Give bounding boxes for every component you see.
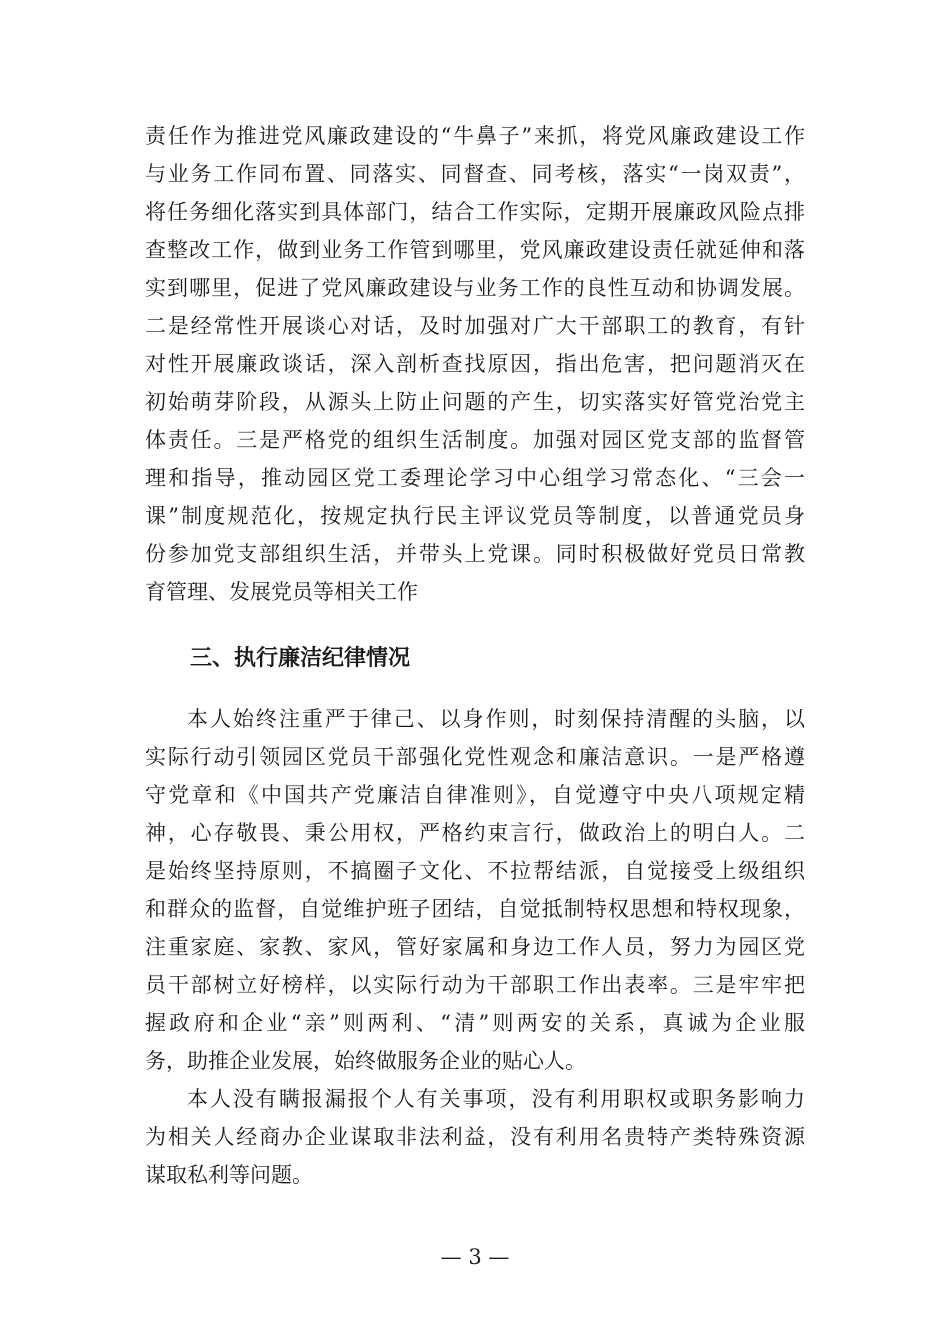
paragraph-responsibility [145, 117, 805, 611]
text-line: 注重家庭、家教、家风，管好家属和身边工作人员，努力为园区党 [145, 935, 805, 959]
text-line: 二是经常性开展谈心对话，及时加强对广大干部职工的教育，有针 [145, 314, 805, 338]
text-line: 实到哪里，促进了党风廉政建设与业务工作的良性互动和协调发展。 [145, 276, 805, 300]
text-line: 与业务工作同布置、同落实、同督查、同考核，落实“一岗双责”， [145, 162, 805, 186]
text-line: 握政府和企业“亲”则两利、“清”则两安的关系，真诚为企业服 [145, 1011, 805, 1035]
text-line: 将任务细化落实到具体部门，结合工作实际，定期开展廉政风险点排 [145, 200, 805, 224]
paragraph-declaration [145, 1080, 805, 1194]
text-line: 守党章和《中国共产党廉洁自律准则》，自觉遵守中央八项规定精 [145, 783, 805, 807]
text-line: 和群众的监督，自觉维护班子团结，自觉抵制特权思想和特权现象， [145, 897, 805, 921]
section-heading: 三、执行廉洁纪律情况 [190, 646, 411, 671]
text-line: 务，助推企业发展，始终做服务企业的贴心人。 [145, 1049, 586, 1073]
text-line: 份参加党支部组织生活，并带头上党课。同时积极做好党员日常教 [145, 542, 805, 566]
text-line: 课”制度规范化，按规定执行民主评议党员等制度，以普通党员身 [145, 504, 805, 528]
page-number: — 3 — [440, 1245, 510, 1269]
paragraph-integrity [145, 700, 805, 1080]
text-line: 查整改工作，做到业务工作管到哪里，党风廉政建设责任就延伸和落 [145, 238, 805, 262]
text-line: 本人没有瞒报漏报个人有关事项，没有利用职权或职务影响力 [187, 1087, 805, 1111]
text-line: 责任作为推进党风廉政建设的“牛鼻子”来抓，将党风廉政建设工作 [145, 124, 805, 148]
text-line: 理和指导，推动园区党工委理论学习中心组学习常态化、“三会一 [145, 466, 805, 490]
text-line: 谋取私利等问题。 [145, 1163, 313, 1187]
text-line: 为相关人经商办企业谋取非法利益，没有利用名贵特产类特殊资源 [145, 1125, 805, 1149]
text-line: 是始终坚持原则，不搞圈子文化、不拉帮结派，自觉接受上级组织 [145, 859, 805, 883]
text-line: 育管理、发展党员等相关工作 [145, 580, 418, 604]
text-line: 员干部树立好榜样，以实际行动为干部职工作出表率。三是牢牢把 [145, 973, 805, 997]
text-line: 实际行动引领园区党员干部强化党性观念和廉洁意识。一是严格遵 [145, 745, 805, 769]
text-line: 神，心存敬畏、秉公用权，严格约束言行，做政治上的明白人。二 [145, 821, 805, 845]
text-line: 初始萌芽阶段，从源头上防止问题的产生，切实落实好管党治党主 [145, 390, 805, 414]
text-line: 对性开展廉政谈话，深入剖析查找原因，指出危害，把问题消灭在 [145, 352, 805, 376]
text-line: 体责任。三是严格党的组织生活制度。加强对园区党支部的监督管 [145, 428, 805, 452]
text-line: 本人始终注重严于律己、以身作则，时刻保持清醒的头脑，以 [187, 707, 805, 731]
